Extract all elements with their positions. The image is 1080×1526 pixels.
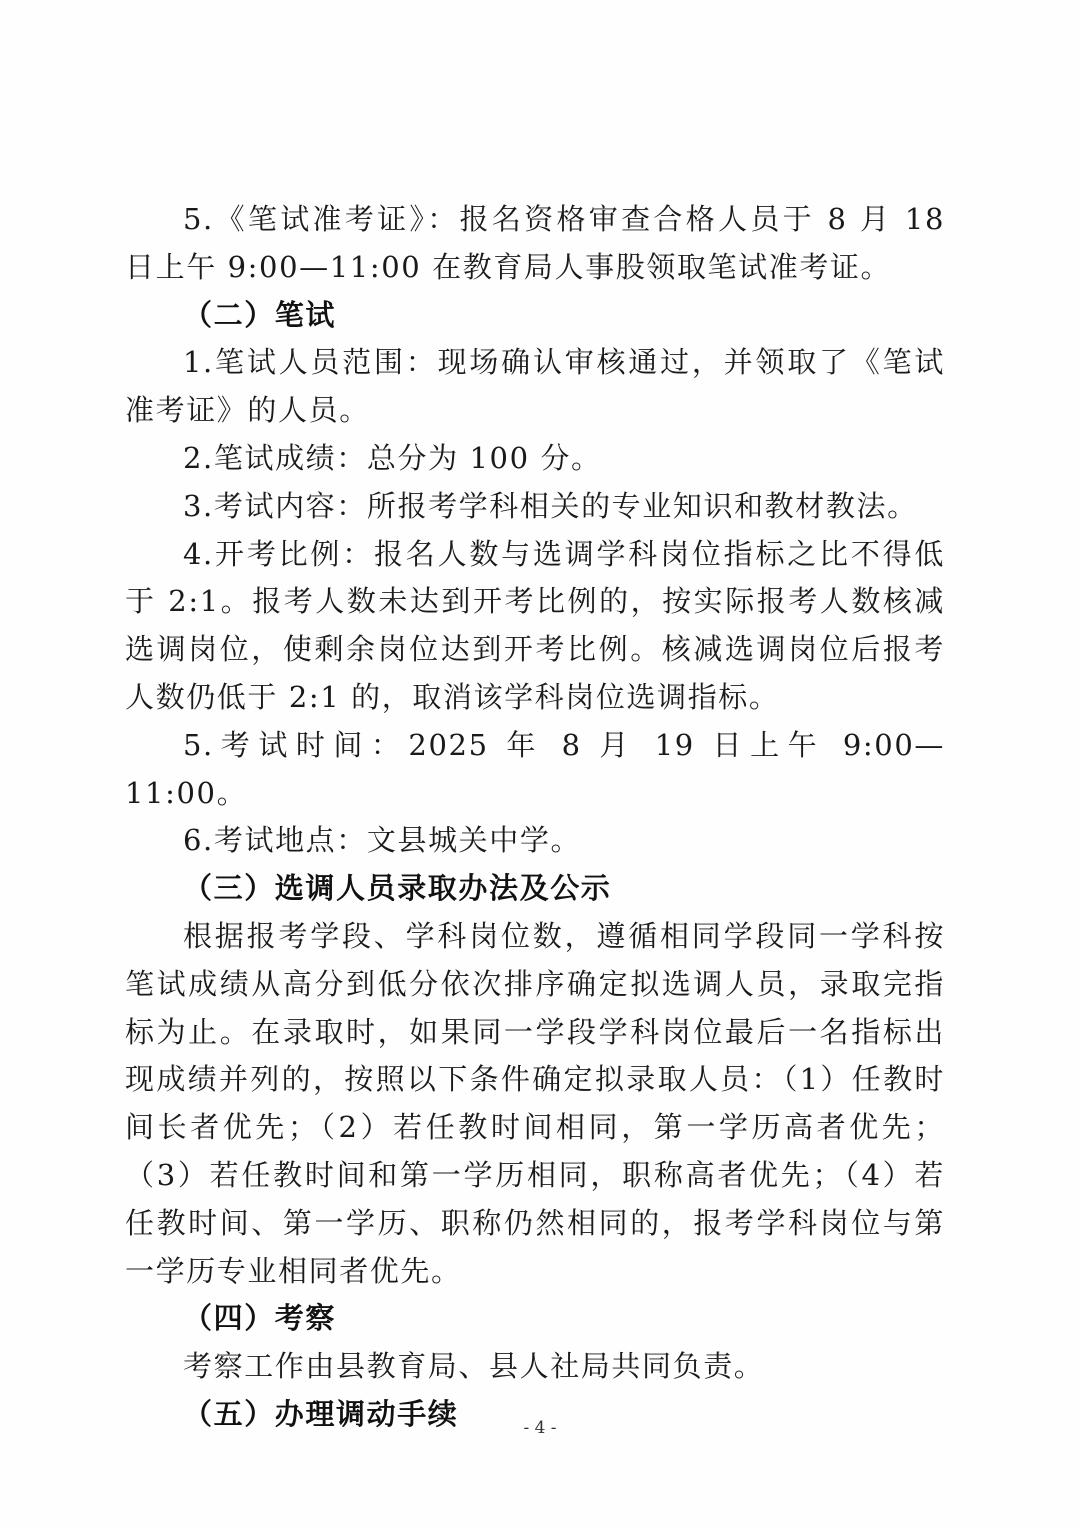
paragraph-admission-ticket: 5.《笔试准考证》：报名资格审查合格人员于 8 月 18 日上午 9:00—11:00 在教育局人事股领取笔试准考证。 bbox=[125, 202, 945, 284]
paragraph-admission-rules: 根据报考学段、学科岗位数，遵循相同学段同一学科按笔试成绩从高分到低分依次排序确定拟选调人员，录取完指标为止。在录取时，如果同一学段学科岗位最后一名指标出现成绩并列的，按照以下条件确定拟录取人员：（1）任教时间长者优先；（2）若任教时间相同，第一学历高者优先；（3）若任教时间和第一学历相同，职称高者优先；（4）若任教时间、第一学历、职称仍然相同的，报考学科岗位与第一学历专业相同者优先。 bbox=[125, 918, 945, 1288]
paragraph-exam-ratio: 4.开考比例：报名人数与选调学科岗位指标之比不得低于 2:1。报考人数未达到开考比例的，按实际报考人数核减选调岗位，使剩余岗位达到开考比例。核减选调岗位后报考人数仍低于 2:1 的，取消该学科岗位选调指标。 bbox=[125, 536, 945, 714]
section-heading-transfer-procedures: （五）办理调动手续 bbox=[183, 1396, 459, 1431]
document-body bbox=[125, 196, 945, 1439]
section-heading-written-exam: （二）笔试 bbox=[183, 297, 337, 332]
section-heading-admission-method: （三）选调人员录取办法及公示 bbox=[183, 871, 612, 906]
section-heading-inspection: （四）考察 bbox=[183, 1301, 337, 1336]
paragraph-exam-time: 5.考试时间：2025 年 8 月 19 日上午 9:00—11:00。 bbox=[125, 727, 945, 810]
paragraph-inspection: 考察工作由县教育局、县人社局共同负责。 bbox=[183, 1349, 765, 1384]
paragraph-exam-content: 3.考试内容：所报考学科相关的专业知识和教材教法。 bbox=[183, 488, 918, 523]
page-number: - 4 - bbox=[523, 1418, 557, 1438]
paragraph-exam-score: 2.笔试成绩：总分为 100 分。 bbox=[183, 440, 602, 475]
paragraph-exam-location: 6.考试地点：文县城关中学。 bbox=[183, 823, 582, 858]
paragraph-exam-scope: 1.笔试人员范围：现场确认审核通过，并领取了《笔试准考证》的人员。 bbox=[125, 345, 945, 428]
